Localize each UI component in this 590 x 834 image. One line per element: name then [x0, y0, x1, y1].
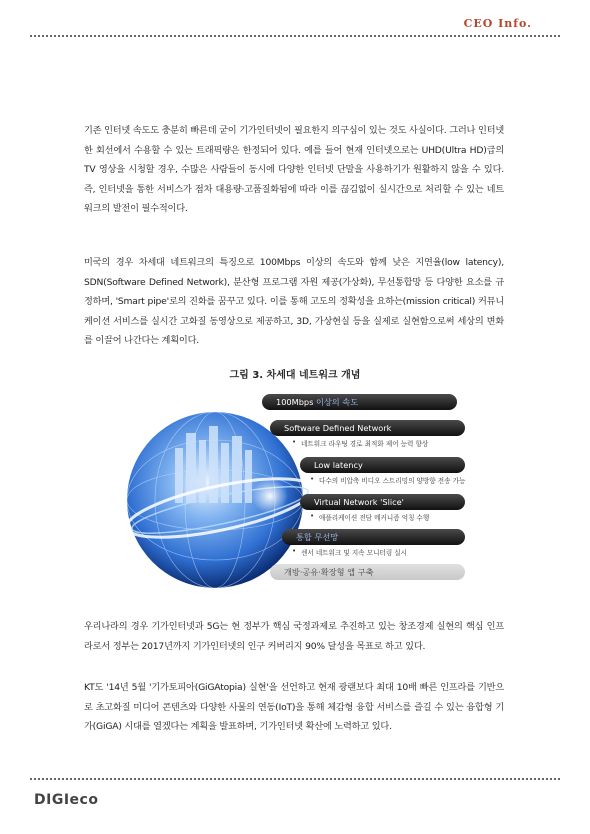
figure-title: 그림 3. 차세대 네트워크 개념 [229, 370, 361, 381]
pill-wireless: 통합 무선망 [282, 529, 465, 545]
network-concept-figure [120, 388, 470, 608]
sub-application: • 애플리케이션 전담 메커니즘 억칭 수행 [310, 512, 429, 522]
paragraph-4: KT도 '14년 5월 '기가토피아(GiGAtopia) 실현'을 선언하고 현재 광랜보다 최대 10배 빠른 인프라를 기반으로 초고화질 미디어 콘텐츠와 다양한 사물의 연동(IoT)을 통해 체감형 융합 서비스를 즐길 수 있는 융합형 기가(GiGA) 시대를 열겠다는 계획을 발표하며, 기가인터넷 확산에 노력하고 있다. [84, 682, 504, 733]
sub-routing: • 네트워크 라우팅 경로 최적화 제어 능력 향상 [292, 438, 428, 448]
pill-slice: Virtual Network 'Slice' [300, 494, 465, 510]
pill-sdn: Software Defined Network [270, 420, 465, 436]
paragraph-3: 우리나라의 경우 기가인터넷과 5G는 현 정부가 핵심 국정과제로 추진하고 있는 창조경제 실현의 핵심 인프라로서 정부는 2017년까지 기가인터넷의 인구 커버리지 90% 달성을 목표로 하고 있다. [84, 621, 504, 652]
light-flare [252, 478, 288, 514]
pill-open-app: 개방·공유·확장형 앱 구축 [270, 564, 465, 580]
footer-divider [30, 778, 560, 780]
header-divider [30, 35, 560, 37]
sub-sensor: • 센서 네트워크 및 지속 모니터링 실시 [292, 547, 407, 557]
header-label: CEO Info. [463, 17, 532, 30]
digieco-logo: DIGIeco [34, 792, 99, 808]
sub-streaming: • 다수의 비압축 비디오 스트리밍의 양방향 전송 가능 [310, 475, 465, 485]
paragraph-2: 미국의 경우 차세대 네트워크의 특징으로 100Mbps 이상의 속도와 함께 낮은 지연율(low latency), SDN(Software Defined Network), 분산형 프로그램 자원 제공(가상화), 무선통합망 등 다양한 요소를 규정하며, 'Smart pipe'로의 진화를 꿈꾸고 있다. 이를 통해 고도의 정확성을 요하는(mission critical) 커뮤니케이션 서비스를 실시간 고화질 동영상으로 제공하고, 3D, 가상현실 등을 실제로 실현함으로써 세상의 변화를 이끌어 나간다는 계획이다. [84, 257, 504, 347]
pill-speed: 100Mbps 이상의 속도 [262, 394, 457, 410]
paragraph-1: 기존 인터넷 속도도 충분히 빠른데 굳이 기가인터넷이 필요한지 의구심이 있는 것도 사실이다. 그러나 인터넷 한 회선에서 수용할 수 있는 트래픽량은 한정되어 있다. 예를 들어 현재 인터넷으로는 UHD(Ultra HD)급의 TV 영상을 시청할 경우, 수많은 사람들이 동시에 다양한 인터넷 단말을 사용하기가 원활하지 않을 수 있다. 즉, 인터넷을 통한 서비스가 점차 대용량·고품질화됨에 따라 이를 끊김없이 실시간으로 처리할 수 있는 네트워크의 발전이 필수적이다. [84, 125, 504, 215]
pill-latency: Low latency [300, 457, 465, 473]
